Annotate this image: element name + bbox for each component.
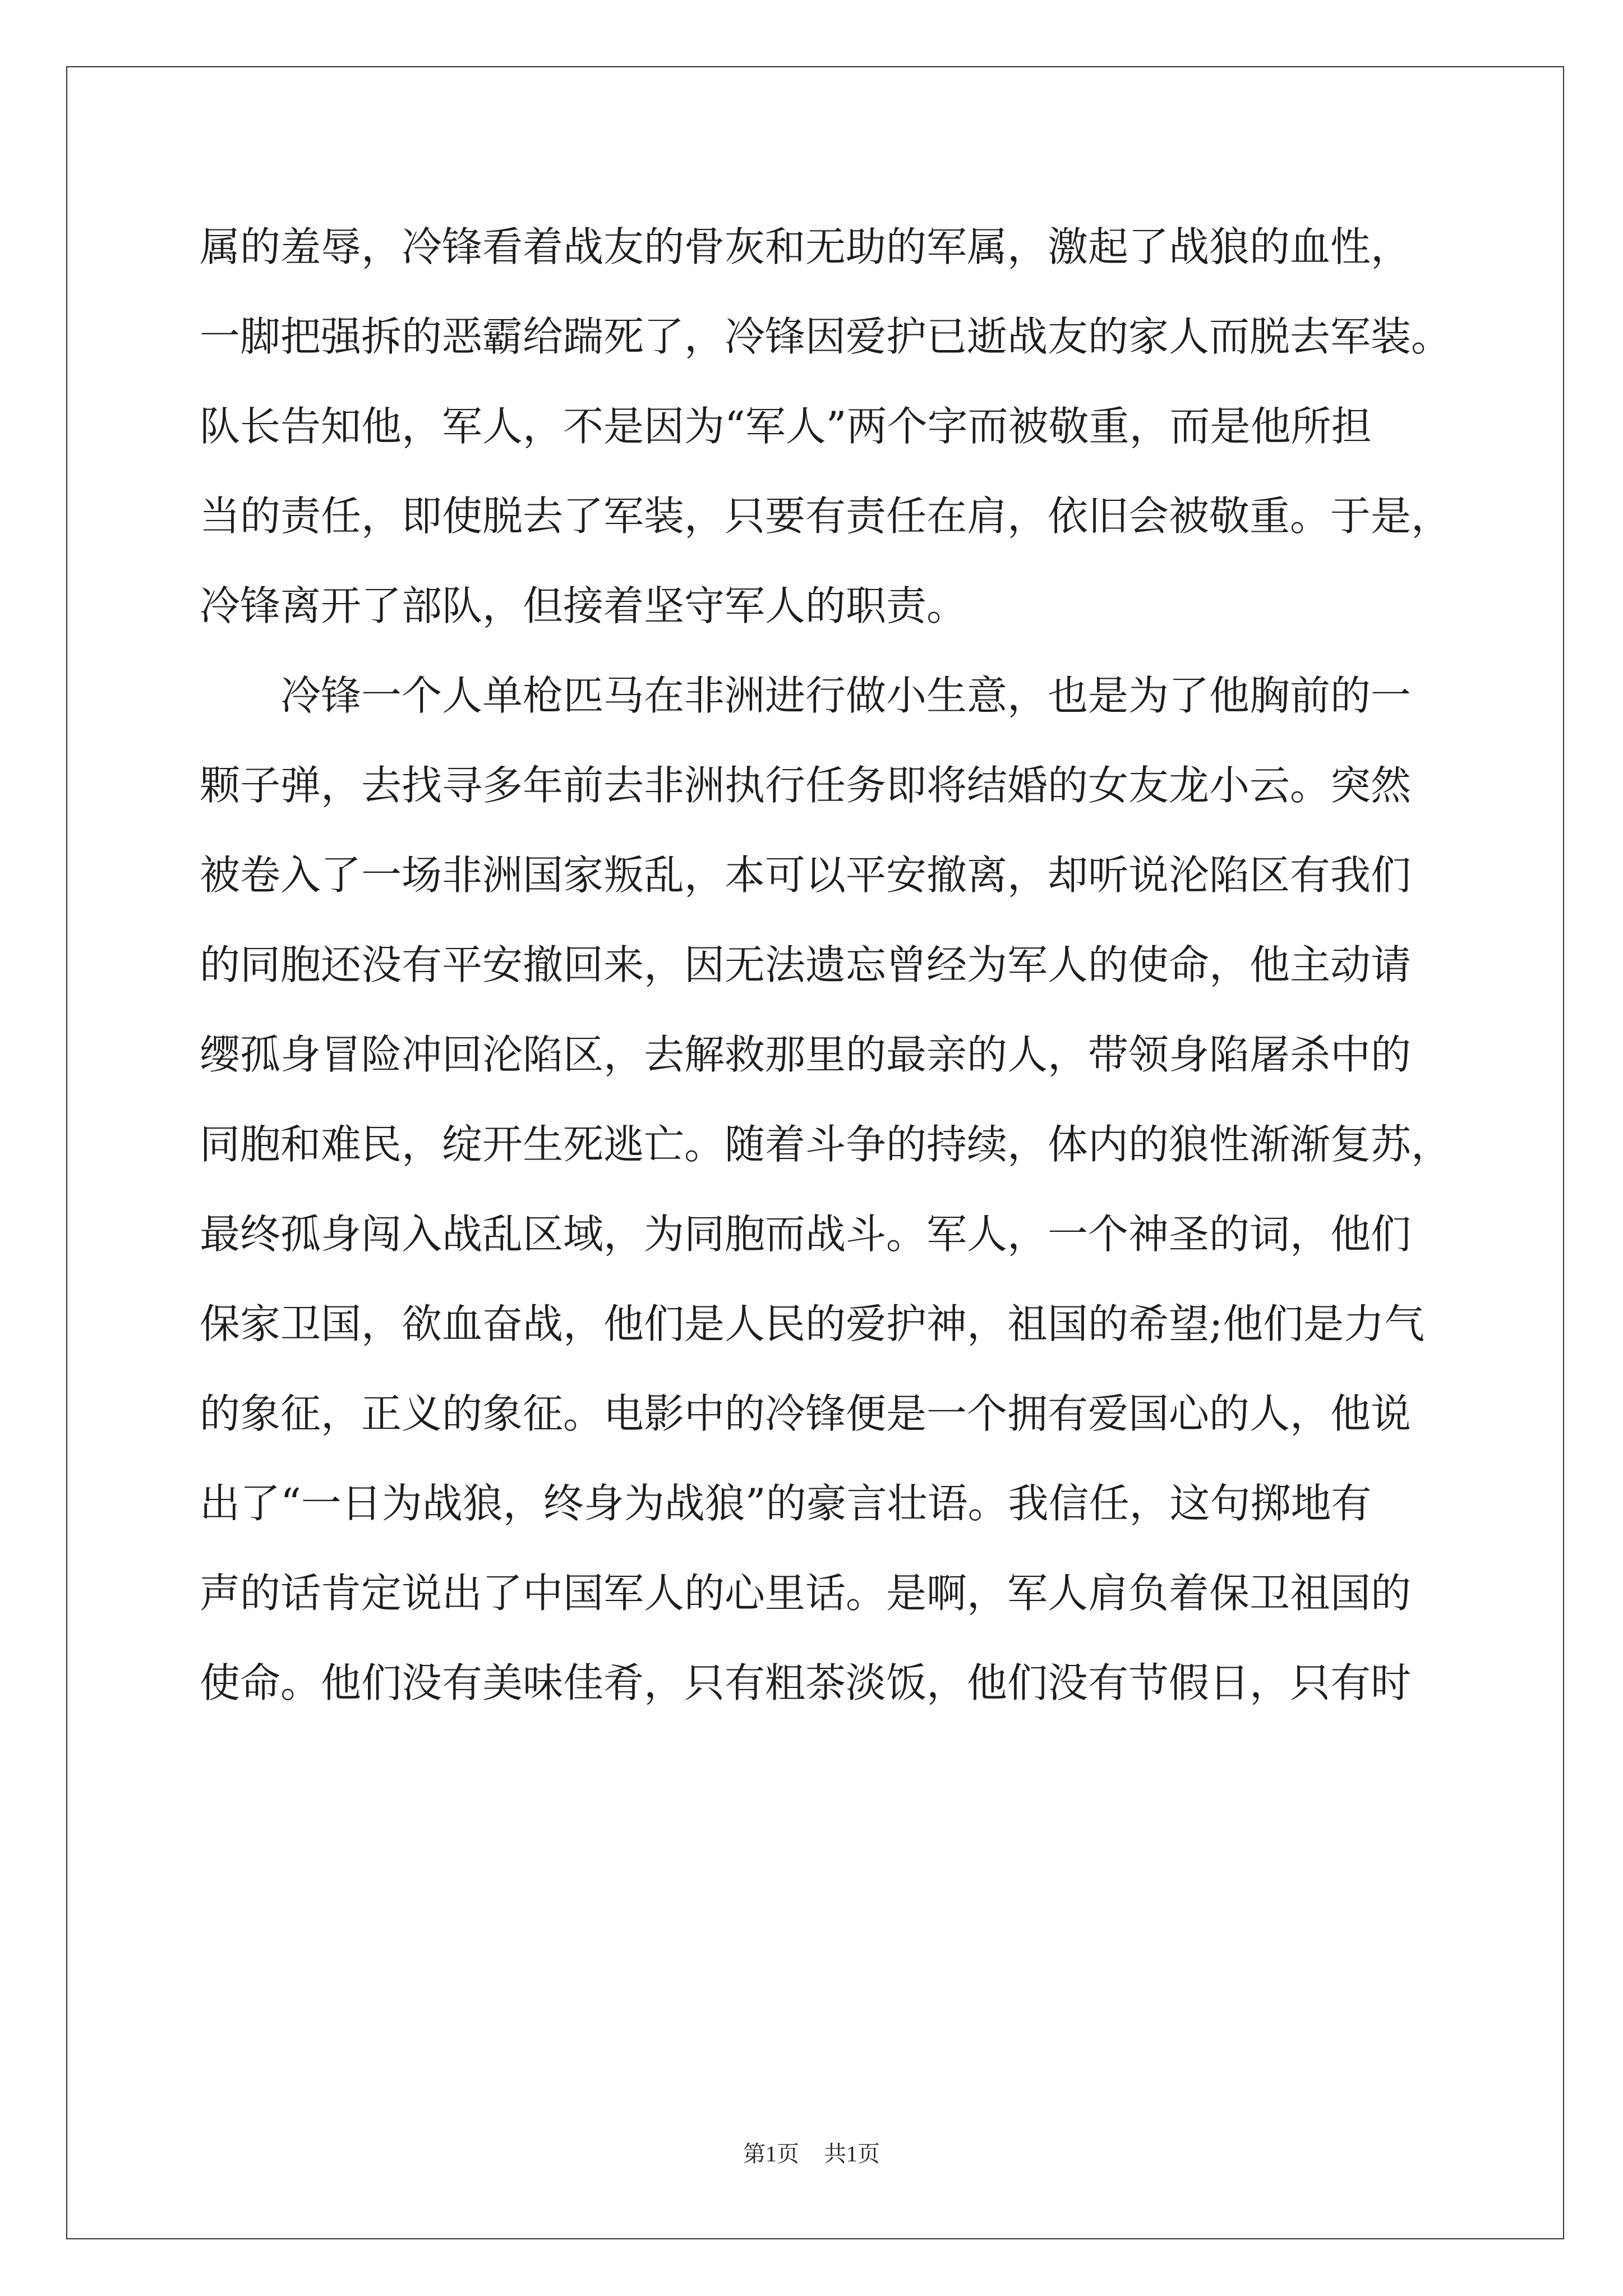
text-line: 最终孤身闯入战乱区域，为同胞而战斗。军人，一个神圣的词，他们: [200, 1211, 1412, 1258]
page-number: 第1页: [743, 2141, 799, 2166]
text-line: 颗子弹，去找寻多年前去非洲执行任务即将结婚的女友龙小云。突然: [200, 762, 1412, 809]
paragraph: [200, 651, 1546, 1728]
body-text: [200, 202, 1546, 1728]
text-line: 属的羞辱，冷锋看着战友的骨灰和无助的军属，激起了战狼的血性，: [200, 223, 1412, 270]
text-line: 一脚把强拆的恶霸给踹死了，冷锋因爱护已逝战友的家人而脱去军装。: [200, 313, 1452, 360]
text-line: 冷锋一个人单枪匹马在非洲进行做小生意，也是为了他胸前的一: [280, 672, 1412, 719]
text-line: 同胞和难民，绽开生死逃亡。随着斗争的持续，体内的狼性渐渐复苏，: [200, 1121, 1452, 1168]
text-line: 缨孤身冒险冲回沦陷区，去解救那里的最亲的人，带领身陷屠杀中的: [200, 1031, 1412, 1078]
text-line: 的象征，正义的象征。电影中的冷锋便是一个拥有爱国心的人，他说: [200, 1390, 1412, 1437]
text-line: 的同胞还没有平安撤回来，因无法遗忘曾经为军人的使命，他主动请: [200, 941, 1412, 988]
text-line: 冷锋离开了部队，但接着坚守军人的职责。: [200, 582, 967, 629]
page-footer: [0, 2137, 1623, 2171]
text-line: 保家卫国，欲血奋战，他们是人民的爱护神，祖国的希望;他们是力气: [200, 1300, 1425, 1347]
text-line: 声的话肯定说出了中国军人的心里话。是啊，军人肩负着保卫祖国的: [200, 1570, 1412, 1617]
text-line: 出了“一日为战狼，终身为战狼”的豪言壮语。我信任，这句掷地有: [200, 1480, 1372, 1527]
text-line: 当的责任，即使脱去了军装，只要有责任在肩，依旧会被敬重。于是，: [200, 493, 1452, 540]
text-line: 使命。他们没有美味佳肴，只有粗茶淡饭，他们没有节假日，只有时: [200, 1659, 1412, 1706]
paragraph: [200, 202, 1546, 651]
page-total: 共1页: [824, 2141, 880, 2166]
text-line: 被卷入了一场非洲国家叛乱，本可以平安撤离，却听说沦陷区有我们: [200, 852, 1412, 899]
text-line: 队长告知他，军人，不是因为“军人”两个字而被敬重，而是他所担: [200, 403, 1372, 450]
